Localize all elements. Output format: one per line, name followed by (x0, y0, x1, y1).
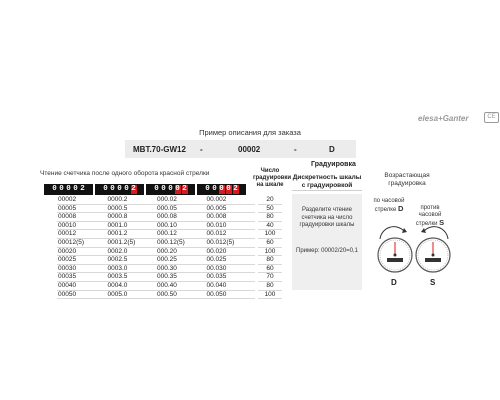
table-cell: 00012 (57, 230, 107, 239)
graduation-value: 80 (258, 213, 282, 222)
graduation-value: 100 (258, 291, 282, 300)
graduation-header: Число градуировки на шкале (253, 168, 292, 188)
table-cell: 00.005 (206, 204, 256, 213)
table-cell: 0002.5 (107, 256, 157, 265)
dial-d-icon (378, 238, 412, 272)
table-row (57, 264, 255, 273)
table-cell: 00.035 (206, 273, 256, 282)
dials-illustration (374, 225, 454, 275)
table-cell: 0002.0 (107, 247, 157, 256)
table-cell: 00.020 (206, 247, 256, 256)
graduation-value: 100 (258, 248, 282, 257)
clockwise-arrow-icon (380, 227, 404, 239)
table-cell: 000.12 (156, 230, 206, 239)
table-cell: 0001.0 (107, 221, 157, 230)
counter-digit: 0 (219, 185, 224, 193)
discreteness-title: Дискретность шкалы с градуировкой (292, 174, 362, 189)
table-row (57, 204, 255, 213)
table-cell: 00035 (57, 273, 107, 282)
counter-digit: 0 (175, 185, 180, 193)
table-cell: 00.008 (206, 213, 256, 222)
graduation-value: 20 (258, 196, 282, 205)
counter-digit: 0 (52, 185, 57, 193)
counter-digit: 2 (80, 185, 85, 193)
table-cell: 000.05 (156, 204, 206, 213)
table-cell: 000.20 (156, 247, 206, 256)
counter-digit: 2 (233, 185, 238, 193)
table-row (57, 196, 255, 204)
table-cell: 000.50 (156, 290, 206, 299)
order-code-part-2: 00002 (238, 145, 261, 154)
dial-s-icon (416, 238, 450, 272)
counter-display (44, 184, 93, 195)
counter-digit: 0 (212, 185, 217, 193)
brand-badge: CE (484, 112, 499, 123)
discreteness-text: Разделите чтение счетчика на число градуировки шкалы (299, 207, 355, 228)
table-cell: 00012(5) (57, 238, 107, 247)
table-cell: 00020 (57, 247, 107, 256)
graduation-value: 60 (258, 239, 282, 248)
counter-digit: 0 (124, 185, 129, 193)
table-row (57, 247, 255, 256)
table-row (57, 256, 255, 265)
graduation-value: 60 (258, 265, 282, 274)
table-cell: 0000.2 (107, 196, 157, 204)
counter-digit: 0 (154, 185, 159, 193)
dial-letter-d: D (391, 278, 397, 287)
clockwise-letter: D (398, 204, 404, 213)
table-cell: 0001.2(5) (107, 238, 157, 247)
counter-digit: 0 (168, 185, 173, 193)
counter-digit: 0 (226, 185, 231, 193)
table-cell: 00050 (57, 290, 107, 299)
table-cell: 0003.5 (107, 273, 157, 282)
table-cell: 00030 (57, 264, 107, 273)
table-cell: 000.40 (156, 281, 206, 290)
counterclockwise-label-text: против часовой стрелки (415, 205, 442, 227)
table-row (57, 213, 255, 222)
table-cell: 000.25 (156, 256, 206, 265)
dial-letter-s: S (430, 278, 436, 287)
ascending-title: Возрастающая градуировка (384, 172, 430, 187)
table-row (57, 238, 255, 247)
clockwise-label (372, 198, 406, 214)
order-code-part-3: D (329, 145, 335, 154)
readings-table (57, 196, 255, 299)
table-cell: 000.02 (156, 196, 206, 204)
table-cell: 0001.2 (107, 230, 157, 239)
brand-logo: elesa+Ganter (418, 114, 469, 123)
counter-digit: 0 (66, 185, 71, 193)
example-title: Пример описания для заказа (199, 128, 301, 137)
table-cell: 00.002 (206, 196, 256, 204)
counter-display (197, 184, 246, 195)
counter-digit: 0 (103, 185, 108, 193)
discreteness-example: Пример: 00002/20=0,1 (296, 248, 359, 254)
graduation-value: 40 (258, 222, 282, 231)
table-cell: 00.040 (206, 281, 256, 290)
counterclockwise-letter: S (439, 218, 445, 227)
table-row (57, 230, 255, 239)
table-cell: 00.025 (206, 256, 256, 265)
graduation-value: 70 (258, 273, 282, 282)
table-cell: 0003.0 (107, 264, 157, 273)
table-row (57, 273, 255, 282)
order-code-part-1: MBT.70-GW12 (133, 145, 186, 154)
table-cell: 00002 (57, 196, 107, 204)
counter-digit: 0 (110, 185, 115, 193)
table-cell: 000.10 (156, 221, 206, 230)
counter-display (146, 184, 195, 195)
table-cell: 00.050 (206, 290, 256, 299)
order-code-dash-2: - (294, 145, 297, 154)
table-cell: 00.030 (206, 264, 256, 273)
counter-digit: 0 (161, 185, 166, 193)
table-cell: 00.012 (206, 230, 256, 239)
table-cell: 00005 (57, 204, 107, 213)
table-cell: 00025 (57, 256, 107, 265)
table-cell: 000.30 (156, 264, 206, 273)
graduation-value: 100 (258, 230, 282, 239)
table-cell: 00.012(5) (206, 238, 256, 247)
graduation-value: 50 (258, 205, 282, 214)
counter-digit: 2 (182, 185, 187, 193)
graduation-column (258, 196, 282, 299)
table-row (57, 290, 255, 299)
graduation-title: Градуировка (311, 161, 356, 168)
counter-digit: 2 (131, 185, 136, 193)
order-code-dash-1: - (200, 145, 203, 154)
counter-caption: Чтение счетчика после одного оборота красной стрелки (40, 170, 210, 177)
counter-digit: 0 (59, 185, 64, 193)
table-cell: 00040 (57, 281, 107, 290)
table-cell: 0000.5 (107, 204, 157, 213)
table-row (57, 281, 255, 290)
graduation-value: 80 (258, 256, 282, 265)
table-cell: 000.08 (156, 213, 206, 222)
table-cell: 0004.0 (107, 281, 157, 290)
table-cell: 00010 (57, 221, 107, 230)
table-cell: 0000.8 (107, 213, 157, 222)
counterclockwise-arrow-icon (424, 227, 448, 239)
table-cell: 000.12(5) (156, 238, 206, 247)
graduation-value: 80 (258, 282, 282, 291)
table-cell: 00008 (57, 213, 107, 222)
table-cell: 0005.0 (107, 290, 157, 299)
table-cell: 000.35 (156, 273, 206, 282)
counter-digit: 0 (73, 185, 78, 193)
counter-digit: 0 (205, 185, 210, 193)
counter-digit: 0 (117, 185, 122, 193)
table-cell: 00.010 (206, 221, 256, 230)
counter-display (95, 184, 144, 195)
table-row (57, 221, 255, 230)
clockwise-label-text: по часовой стрелке (373, 198, 405, 213)
